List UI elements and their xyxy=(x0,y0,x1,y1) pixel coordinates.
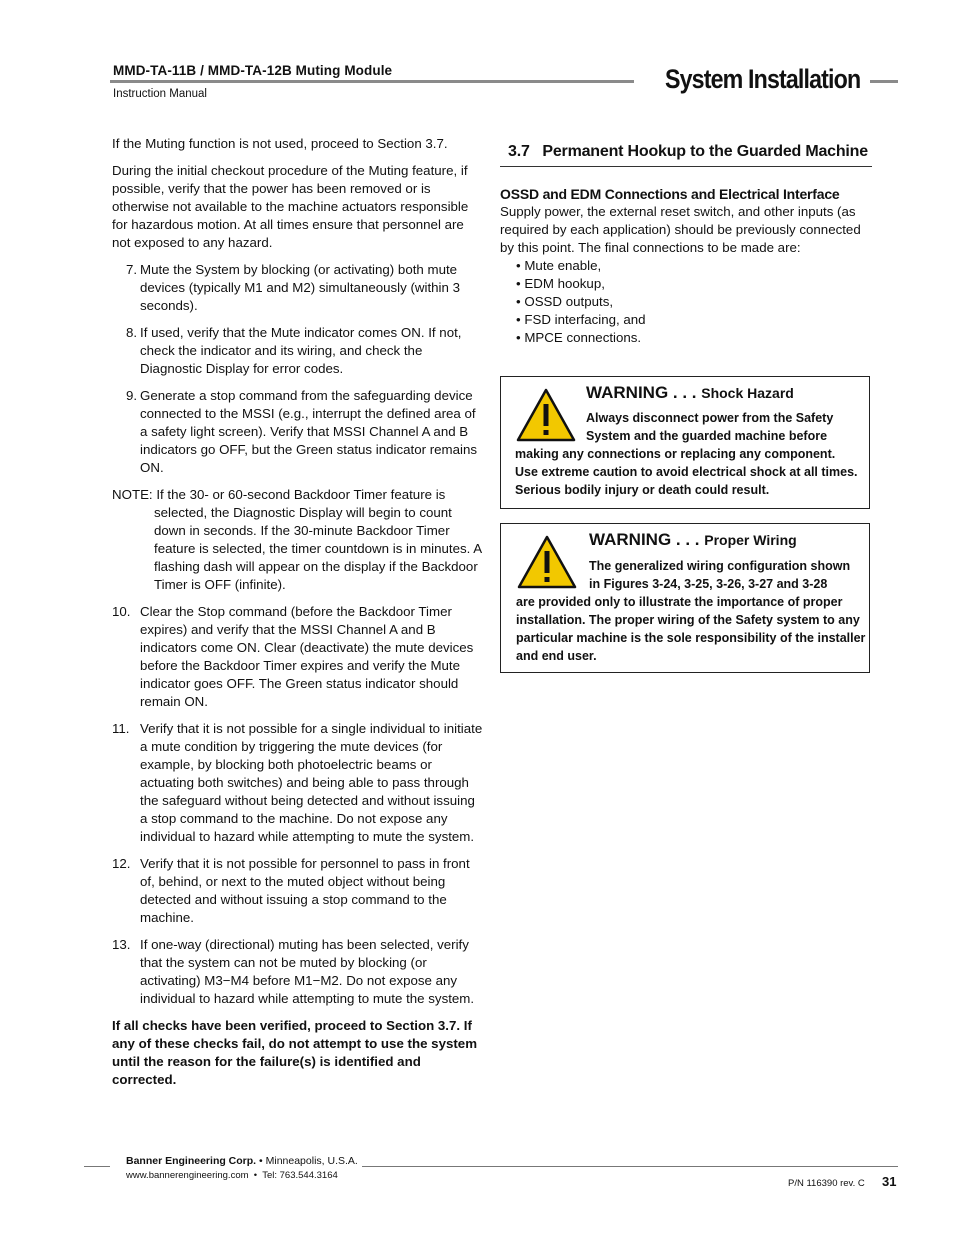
list-item-text: Verify that it is not possible for personnel to pass in front of, behind, or next to the muted object without being detected and without issuing a stop command to the machine. xyxy=(140,856,470,925)
list-item xyxy=(112,936,484,1008)
note-first-line: If the 30- or 60-second Backdoor Timer feature is xyxy=(156,487,446,502)
list-item-number: 11. xyxy=(112,721,130,736)
subsection-heading: OSSD and EDM Connections and Electrical Interface xyxy=(500,186,840,202)
warning-triangle-icon xyxy=(516,534,578,590)
section-heading: 3.7 Permanent Hookup to the Guarded Machine xyxy=(500,140,872,167)
hookup-intro: Supply power, the external reset switch, and other inputs (as required by each application) should be previously connected by this point. The final connections to be made are: xyxy=(500,204,861,255)
warning-box-shock-hazard xyxy=(500,376,870,509)
list-item xyxy=(112,324,484,378)
final-checks-statement: If all checks have been verified, proceed to Section 3.7. If any of these checks fail, do not attempt to use the system until the reason for the failure(s) is identified and corrected. xyxy=(112,1018,478,1087)
warning-topic: Shock Hazard xyxy=(701,385,794,401)
note-block xyxy=(112,486,484,594)
warning-text-line: The generalized wiring configuration shown xyxy=(589,559,851,573)
list-item-text: Clear the Stop command (before the Backdoor Timer expires) and verify that the MSSI Channel A and B indicators come ON. Clear (deactivate) the mute devices before the Backdoor Timer expires and verify the Mute indicator goes OFF. The Green status indicator should remain ON. xyxy=(140,604,474,709)
right-column xyxy=(500,140,872,347)
list-item xyxy=(112,387,484,477)
list-item xyxy=(112,720,484,846)
list-item: • EDM hookup, xyxy=(516,276,605,291)
warning-triangle-icon xyxy=(515,387,577,443)
warning-title xyxy=(586,383,794,403)
warning-text-line: installation. The proper wiring of the Safety system to any xyxy=(516,613,860,627)
list-item: • MPCE connections. xyxy=(516,330,642,345)
warning-topic: Proper Wiring xyxy=(704,532,797,548)
header-rule-left xyxy=(110,80,634,83)
paragraph-intro-1: If the Muting function is not used, proceed to Section 3.7. xyxy=(112,136,448,151)
list-item-text: Mute the System by blocking (or activating) both mute devices (typically M1 and M2) simultaneously (within 3 seconds). xyxy=(140,262,460,313)
warning-word: WARNING . . . xyxy=(586,383,697,402)
list-item xyxy=(112,855,484,927)
connections-list xyxy=(500,257,872,347)
list-item-text: Verify that it is not possible for a single individual to initiate a mute condition by triggering the mute devices (for example, by blocking both photoelectric beams or actuating both switches) and being able to pass through the safeguard without being detected and without issuing a stop command to the machine. Do not expose any individual to hazard while attempting to mute the system. xyxy=(140,721,483,844)
list-item-number: 13. xyxy=(112,937,131,952)
list-item-number: 10. xyxy=(112,604,131,619)
warning-text-line: particular machine is the sole responsibility of the installer xyxy=(516,631,866,645)
warning-text-line: making any connections or replacing any component. xyxy=(515,447,836,461)
company-name: Banner Engineering Corp. xyxy=(126,1155,257,1167)
paragraph-intro-2: During the initial checkout procedure of the Muting feature, if possible, verify that the power has been removed or is otherwise not available to the machine actuators responsible for hazardous motion. At all times ensure that personnel are not exposed to any hazard. xyxy=(112,163,469,250)
list-item xyxy=(112,603,484,711)
warning-text-line: Serious bodily injury or death could result. xyxy=(515,483,770,497)
warning-text-line: in Figures 3-24, 3-25, 3-26, 3-27 and 3-28 xyxy=(589,577,828,591)
warning-title xyxy=(589,530,797,550)
footer-rule-left xyxy=(84,1166,110,1167)
warning-text-line: System and the guarded machine before xyxy=(586,429,828,443)
part-number: P/N 116390 rev. C xyxy=(788,1178,865,1189)
list-item: • OSSD outputs, xyxy=(516,294,614,309)
page-number: 31 xyxy=(882,1174,897,1189)
header-rule-right xyxy=(870,80,898,83)
footer-contact: www.bannerengineering.com • Tel: 763.544.3164 xyxy=(126,1170,338,1181)
company-location: • Minneapolis, U.S.A. xyxy=(256,1155,358,1167)
list-item-text: Generate a stop command from the safeguarding device connected to the MSSI (e.g., interrupt the defined area of a safety light screen). Verify that MSSI Channel A and B indicators go OFF, but the Green status indicator remains ON. xyxy=(140,388,478,475)
warning-text-line: Use extreme caution to avoid electrical shock at all times. xyxy=(515,465,858,479)
warning-text-line: and end user. xyxy=(516,649,597,663)
list-item-text: If one-way (directional) muting has been selected, verify that the system can not be muted by blocking (or activating) M3−M4 before M1−M2. Do not expose any individual to hazard while attempting to mute the system. xyxy=(140,937,475,1006)
left-column xyxy=(112,135,484,1098)
list-item-number: 7. xyxy=(126,262,138,277)
list-item-text: If used, verify that the Mute indicator comes ON. If not, check the indicator and its wiring, and check the Diagnostic Display for error codes. xyxy=(140,325,462,376)
list-item: • FSD interfacing, and xyxy=(516,312,646,327)
warning-text-line: Always disconnect power from the Safety xyxy=(586,411,834,425)
warning-text-line: are provided only to illustrate the importance of proper xyxy=(516,595,843,609)
footer-rule-right xyxy=(362,1166,898,1167)
list-item xyxy=(112,261,484,315)
list-item-number: 12. xyxy=(112,856,131,871)
manual-product-title: MMD-TA-11B / MMD-TA-12B Muting Module xyxy=(113,63,393,78)
footer-company xyxy=(126,1155,358,1167)
note-text: selected, the Diagnostic Display will begin to count down in seconds. If the 30-minute Backdoor Timer feature is selected, the timer countdown is in minutes. A flashing dash will appear on the display if the Backdoor Timer is OFF (infinite). xyxy=(154,505,482,592)
warning-word: WARNING . . . xyxy=(589,530,700,549)
section-title: System Installation xyxy=(665,64,861,94)
warning-box-proper-wiring xyxy=(500,523,870,673)
list-item-number: 8. xyxy=(126,325,138,340)
note-label: NOTE: xyxy=(112,487,153,502)
list-item-number: 9. xyxy=(126,388,138,403)
list-item: • Mute enable, xyxy=(516,258,602,273)
manual-doc-type: Instruction Manual xyxy=(113,88,207,100)
